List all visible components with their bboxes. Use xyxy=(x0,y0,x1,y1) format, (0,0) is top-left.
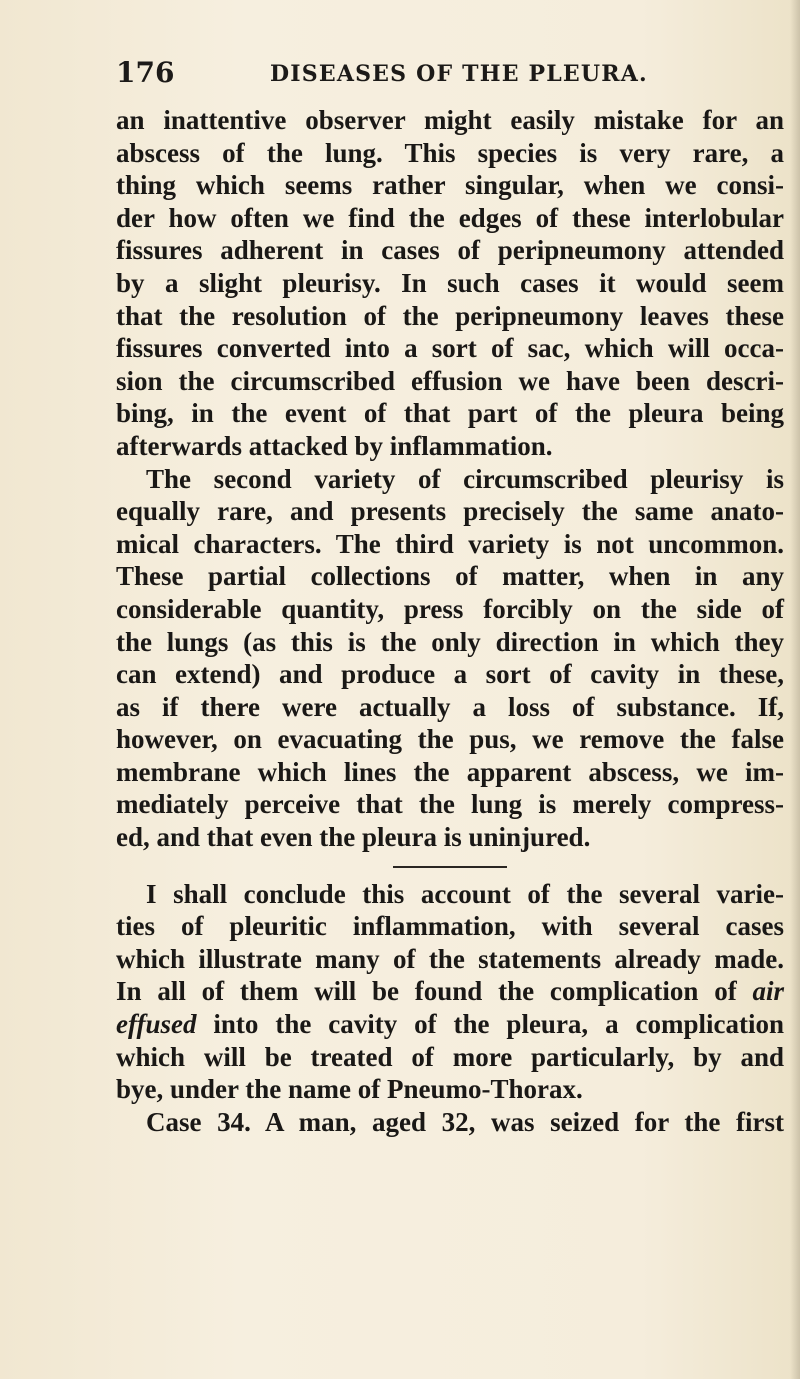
text-line: ed, and that even the pleura is uninjured. xyxy=(116,822,591,853)
text-line: considerable quantity, press forcibly on the side of xyxy=(116,593,784,624)
text-line: mediately perceive that the lung is merely compress- xyxy=(116,789,784,820)
text-line: afterwards attacked by inflammation. xyxy=(116,430,553,461)
text-line: bye, under the name of Pneumo-Thorax. xyxy=(116,1074,583,1105)
running-title: DISEASES OF THE PLEURA. xyxy=(270,61,648,87)
text-line: by a slight pleurisy. In such cases it would seem xyxy=(116,267,784,298)
text-line: ties of pleuritic inflammation, with several cases xyxy=(116,911,784,942)
paragraph-1 xyxy=(116,104,784,463)
text-line-with-italic xyxy=(116,1008,784,1041)
text-line: an inattentive observer might easily mistake for an xyxy=(116,105,784,135)
section-divider xyxy=(393,866,507,868)
text-line: the lungs (as this is the only direction in which they xyxy=(116,626,784,657)
text-line: membrane which lines the apparent abscess, we im- xyxy=(116,756,784,787)
text-segment: into the cavity of the pleura, a complication xyxy=(196,1009,784,1040)
text-line: mical characters. The third variety is not uncommon. xyxy=(116,528,784,559)
text-line: which will be treated of more particularly, by and xyxy=(116,1041,784,1072)
page-number: 176 xyxy=(116,56,175,89)
text-line: that the resolution of the peripneumony leaves these xyxy=(116,300,784,331)
text-line-with-italic xyxy=(116,975,784,1008)
paragraph-3 xyxy=(116,878,784,1106)
text-line: as if there were actually a loss of substance. If, xyxy=(116,691,784,722)
text-line: der how often we find the edges of these interlobular xyxy=(116,202,784,233)
text-line: however, on evacuating the pus, we remove the false xyxy=(116,724,784,755)
body-text xyxy=(116,104,784,1138)
text-line: I shall conclude this account of the several varie- xyxy=(146,878,784,909)
text-line: fissures adherent in cases of peripneumony attended xyxy=(116,235,784,266)
page-edge-shadow xyxy=(790,0,800,1379)
paragraph-4 xyxy=(116,1106,784,1139)
text-line: thing which seems rather singular, when we consi- xyxy=(116,170,784,201)
text-line: fissures converted into a sort of sac, which will occa- xyxy=(116,333,784,364)
text-line: equally rare, and presents precisely the same anato- xyxy=(116,496,784,527)
paragraph-2 xyxy=(116,463,784,854)
text-line: These partial collections of matter, when in any xyxy=(116,561,784,592)
page-header xyxy=(116,56,780,96)
italic-term-effused: effused xyxy=(116,1009,197,1040)
text-line: which illustrate many of the statements already made. xyxy=(116,943,784,974)
italic-term-air: air xyxy=(752,976,784,1007)
text-line: Case 34. A man, aged 32, was seized for the first xyxy=(146,1106,784,1137)
text-line: can extend) and produce a sort of cavity in these, xyxy=(116,659,784,690)
text-line: The second variety of circumscribed pleurisy is xyxy=(146,463,784,494)
text-line: sion the circumscribed effusion we have been descri- xyxy=(116,365,784,396)
text-line: bing, in the event of that part of the pleura being xyxy=(116,398,784,429)
text-segment: In all of them will be found the complication of xyxy=(116,976,753,1007)
text-line: abscess of the lung. This species is very rare, a xyxy=(116,137,784,168)
